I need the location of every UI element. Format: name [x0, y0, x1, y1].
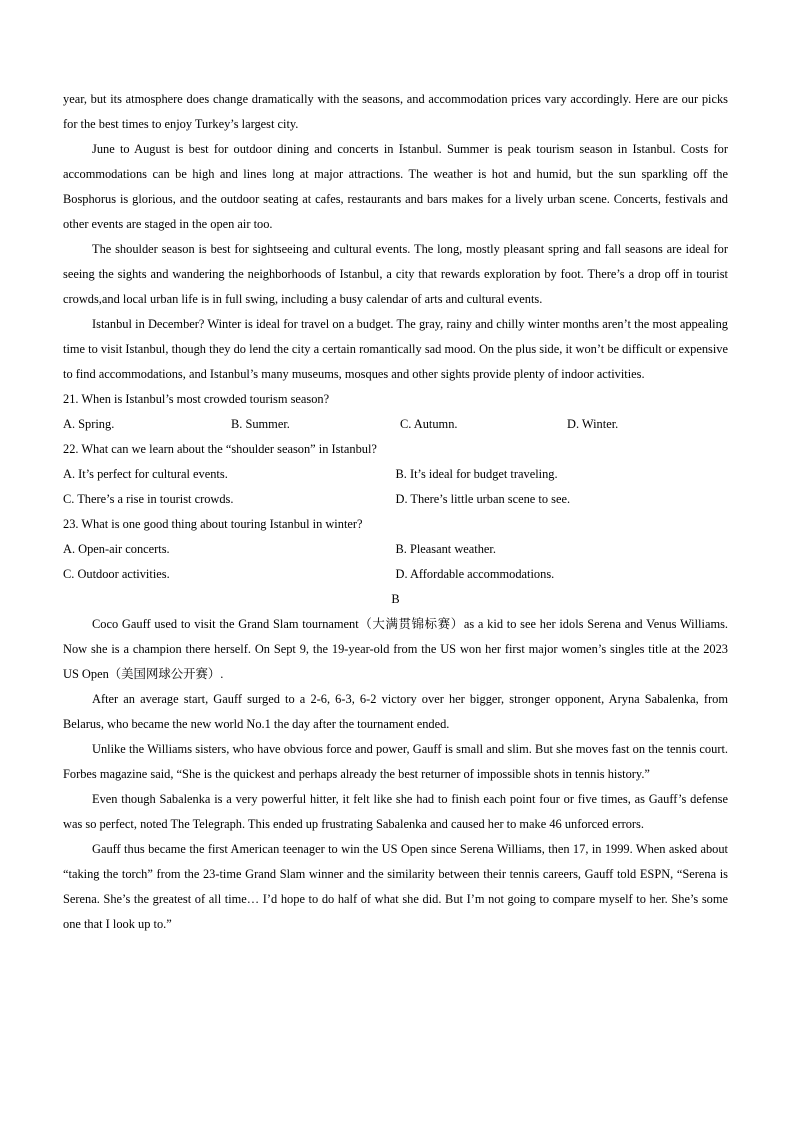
option-b: B. It’s ideal for budget traveling.	[395, 467, 558, 481]
question-23	[63, 512, 728, 587]
passage-b-paragraph: Unlike the Williams sisters, who have obvious force and power, Gauff is small and slim. But she moves fast on the tennis court. Forbes magazine said, “She is the quickest and perhaps already the best returner of impossible shots in tennis history.”	[63, 742, 728, 781]
passage-b-paragraph: Gauff thus became the first American teenager to win the US Open since Serena Williams, then 17, in 1999. When asked about “taking the torch” from the 23-time Grand Slam winner and the similarity between their tennis careers, Gauff told ESPN, “Serena is Serena. She’s the greatest of all time… I’d hope to do half of what she did. But I’m not going to compare myself to her. She’s some one that I look up to.”	[63, 842, 728, 931]
options-row	[63, 487, 728, 512]
question-stem: 22. What can we learn about the “shoulder season” in Istanbul?	[63, 442, 377, 456]
option-b: B. Summer.	[231, 417, 290, 431]
option-d: D. Winter.	[567, 417, 619, 431]
passage-b-paragraph: After an average start, Gauff surged to a 2-6, 6-3, 6-2 victory over her bigger, stronger opponent, Aryna Sabalenka, from Belarus, who became the new world No.1 the day after the tournament ended.	[63, 692, 728, 731]
passage-a-paragraph: year, but its atmosphere does change dramatically with the seasons, and accommodation prices vary accordingly. Here are our picks for the best times to enjoy Turkey’s largest city.	[63, 92, 728, 131]
passage-b	[63, 612, 728, 937]
page-content	[63, 87, 728, 937]
option-c: C. Autumn.	[400, 417, 458, 431]
options-row	[63, 562, 728, 587]
option-a: A. Spring.	[63, 417, 115, 431]
passage-b-paragraph: Even though Sabalenka is a very powerful hitter, it felt like she had to finish each point four or five times, as Gauff’s defense was so perfect, noted The Telegraph. This ended up frustrating Sabalenka and caused her to make 46 unforced errors.	[63, 792, 728, 831]
options-row	[63, 412, 728, 437]
passage-b-paragraph: Coco Gauff used to visit the Grand Slam tournament（大满贯锦标赛）as a kid to see her idols Serena and Venus Williams. Now she is a champion there herself. On Sept 9, the 19-year-old from the US won her first major women’s singles title at the 2023 US Open（美国网球公开赛）.	[63, 617, 728, 681]
passage-a	[63, 87, 728, 387]
option-c: C. There’s a rise in tourist crowds.	[63, 492, 234, 506]
passage-a-paragraph: The shoulder season is best for sightseeing and cultural events. The long, mostly pleasant spring and fall seasons are ideal for seeing the sights and wandering the neighborhoods of Istanbul, a city that rewards exploration by foot. There’s a drop off in tourist crowds,and local urban life is in full swing, including a busy calendar of arts and cultural events.	[63, 242, 728, 306]
option-b: B. Pleasant weather.	[395, 542, 496, 556]
option-c: C. Outdoor activities.	[63, 567, 170, 581]
passage-a-paragraph: Istanbul in December? Winter is ideal for travel on a budget. The gray, rainy and chilly winter months aren’t the most appealing time to visit Istanbul, though they do lend the city a certain romantically sad mood. On the plus side, it won’t be difficult or expensive to find accommodations, and Istanbul’s many museums, mosques and other sights provide plenty of indoor activities.	[63, 317, 728, 381]
options-row	[63, 537, 728, 562]
option-d: D. There’s little urban scene to see.	[395, 492, 571, 506]
question-stem: 21. When is Istanbul’s most crowded tourism season?	[63, 392, 330, 406]
option-d: D. Affordable accommodations.	[395, 567, 555, 581]
option-a: A. Open-air concerts.	[63, 542, 170, 556]
section-label-b: B	[391, 592, 400, 606]
question-21	[63, 387, 728, 437]
question-stem: 23. What is one good thing about touring Istanbul in winter?	[63, 517, 363, 531]
passage-a-paragraph: June to August is best for outdoor dining and concerts in Istanbul. Summer is peak tourism season in Istanbul. Costs for accommodations can be high and lines long at major attractions. The weather is hot and humid, but the sun sparkling off the Bosphorus is glorious, and the outdoor seating at cafes, restaurants and bars makes for a lively urban scene. Concerts, festivals and other events are staged in the open air too.	[63, 142, 728, 231]
question-22	[63, 437, 728, 512]
options-row	[63, 462, 728, 487]
option-a: A. It’s perfect for cultural events.	[63, 467, 228, 481]
